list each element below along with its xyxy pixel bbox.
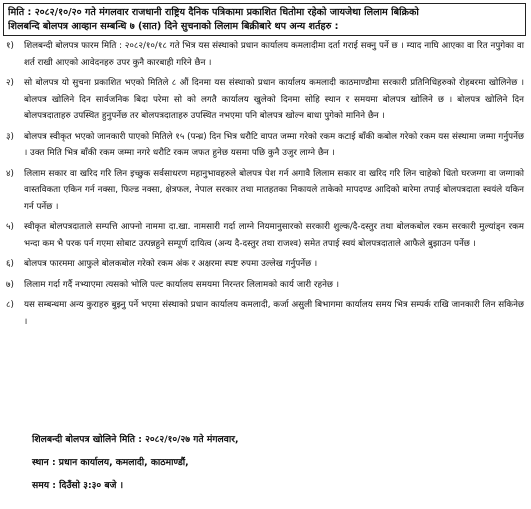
opening-details <box>32 428 238 497</box>
term-number: ६) <box>6 259 14 269</box>
term-number: १) <box>6 41 14 51</box>
term-text: लिलाम गर्दा गर्दै नभ्याएमा त्यसको भोलि पल्ट कार्यालय समयमा निरन्तर लिलामको कार्य जारी रहनेछ । <box>24 279 340 290</box>
header-line-2: शिलबन्दि बोलपत्र आव्हान सम्बन्धि ७ (सात) दिने सुचनाको लिलाम बिक्रीबारे थप अन्य शर्तहरु : <box>8 21 339 32</box>
term-item <box>4 256 524 273</box>
term-number: ३) <box>6 131 14 142</box>
term-text: बोलपत्र फारममा आफुले बोलकबोल गरेको रकम अंक र अक्षरमा स्पष्ट रुपमा उल्लेख गर्नुपर्नेछ । <box>24 259 318 269</box>
terms-list <box>4 38 524 334</box>
term-item <box>4 38 524 71</box>
header-line-1: मिति : २०८२/१०/२० गते मंगलवार राजधानी राष्ट्रिय दैनिक पत्रिकामा प्रकाशित धितोमा रहेको जायजेथा लिलाम बिक्रिको <box>8 7 419 18</box>
term-number: ५) <box>6 222 14 232</box>
term-number: ७) <box>6 279 14 290</box>
term-text: शिलबन्दी बोलपत्र फारम मिति : २०८२/१०/१८ गते भित्र यस संस्थाको प्रधान कार्यालय कमलादीमा दर्ता गराई सक्नु पर्ने छ । म्याद नाघि आएका वा रित नपुगेका वा शर्त राखी आएको आवेदनहरु उपर कुनै कारबाही गरिने छैन । <box>24 41 524 68</box>
term-item <box>4 129 524 162</box>
opening-date: शिलबन्दी बोलपत्र खोलिने मिति : २०८२/१०/२७ गते मंगलवार, <box>32 434 239 445</box>
term-number: ४) <box>6 168 14 179</box>
term-item <box>4 75 524 125</box>
notice-header <box>3 3 526 36</box>
term-text: लिलाम सकार वा खरिद गरि लिन इच्छुक सर्वसाधरण महानुभावहरुले बोलपत्र पेश गर्न अगावै लिलाम सकार वा खरिद गरि लिन चाहेको धितो घरजग्गा वा जग्गाको वास्तविकता एकिन गर्न नक्सा, फिल्ड नक्सा, क्षेत्रफल, नेपाल सरकार तथा मातहतका निकायले ताकेको मापदण्ड आदिको बारेमा तपाई बोलपत्रदाता स्वयंले यकिन गर्न पर्नेछ । <box>24 168 524 212</box>
term-number: ८) <box>6 300 14 310</box>
term-number: २) <box>6 78 14 88</box>
term-item <box>4 277 524 294</box>
term-text: स्वीकृत बोलपत्रदाताले सम्पत्ति आफ्नो नाममा दा.खा. नामसारी गर्दा लाग्ने नियमानुसारको सरकारी शुल्क/दै-दस्तुर तथा बोलकबोल रकम सरकारी मुल्यांड्न रकम भन्दा कम भै परक पर्न गएमा सोबाट उत्पन्नहुने सम्पूर्ण दायित्व (अन्य दै-दस्तुर तथा राजश्व) समेत तपाई स्वयं बोलपत्रदाताले आफैले बुझाउन पर्नेछ । <box>24 222 524 249</box>
opening-place: स्थान : प्रधान कार्यालय, कमलादी, काठमाण्डौं, <box>32 457 189 468</box>
term-item <box>4 219 524 252</box>
term-text: यस सम्बन्धमा अन्य कुराहरु बुझ्नु पर्ने भएमा संस्थाको प्रधान कार्यालय कमलादी, कर्जा असुली बिभागमा कार्यालय समय भित्र सम्पर्क राखि जानकारी लिन सकिनेछ । <box>24 300 524 327</box>
term-text: बोलपत्र स्वीकृत भएको जानकारी पाएको मितिले १५ (पन्ध्र) दिन भित्र धरौटि वापत जम्मा गरेको रकम कटाई बाँकी कबोल गरेको रकम यस संस्थामा जम्मा गर्नुपर्नेछ । उक्त मिति भित्र बाँकी रकम जम्मा नगरे धरौटि रकम जफत हुनेछ यसमा पछि कुनै उजुर लाग्ने छैन । <box>24 131 524 158</box>
term-item <box>4 297 524 330</box>
term-item <box>4 166 524 216</box>
term-text: सो बोलपत्र यो सुचना प्रकाशित भएको मितिले ८ औं दिनमा यस संस्थाको प्रधान कार्यालय कमलादी काठमाण्डौमा सरकारी प्रतिनिधिहरुको रोहबरमा खोलिनेछ । बोलपत्र खोलिने दिन सार्वजनिक बिदा परेमा सो को लगतै कार्यालय खुलेको दिनमा सोहि स्थान र समयमा बोलपत्र खोलिने छ । बोलपत्र खोलिने दिन बोलपत्रदाताहरु उपस्थित हुनुपर्नेछ तर बोलपत्रदाताहरु उपस्थित नभएमा पनि बोलपत्र खोल्न बाधा पुगेको मानिने छैन । <box>24 78 524 121</box>
opening-time: समय : दिउँसो ३:३० बजे । <box>32 480 124 491</box>
